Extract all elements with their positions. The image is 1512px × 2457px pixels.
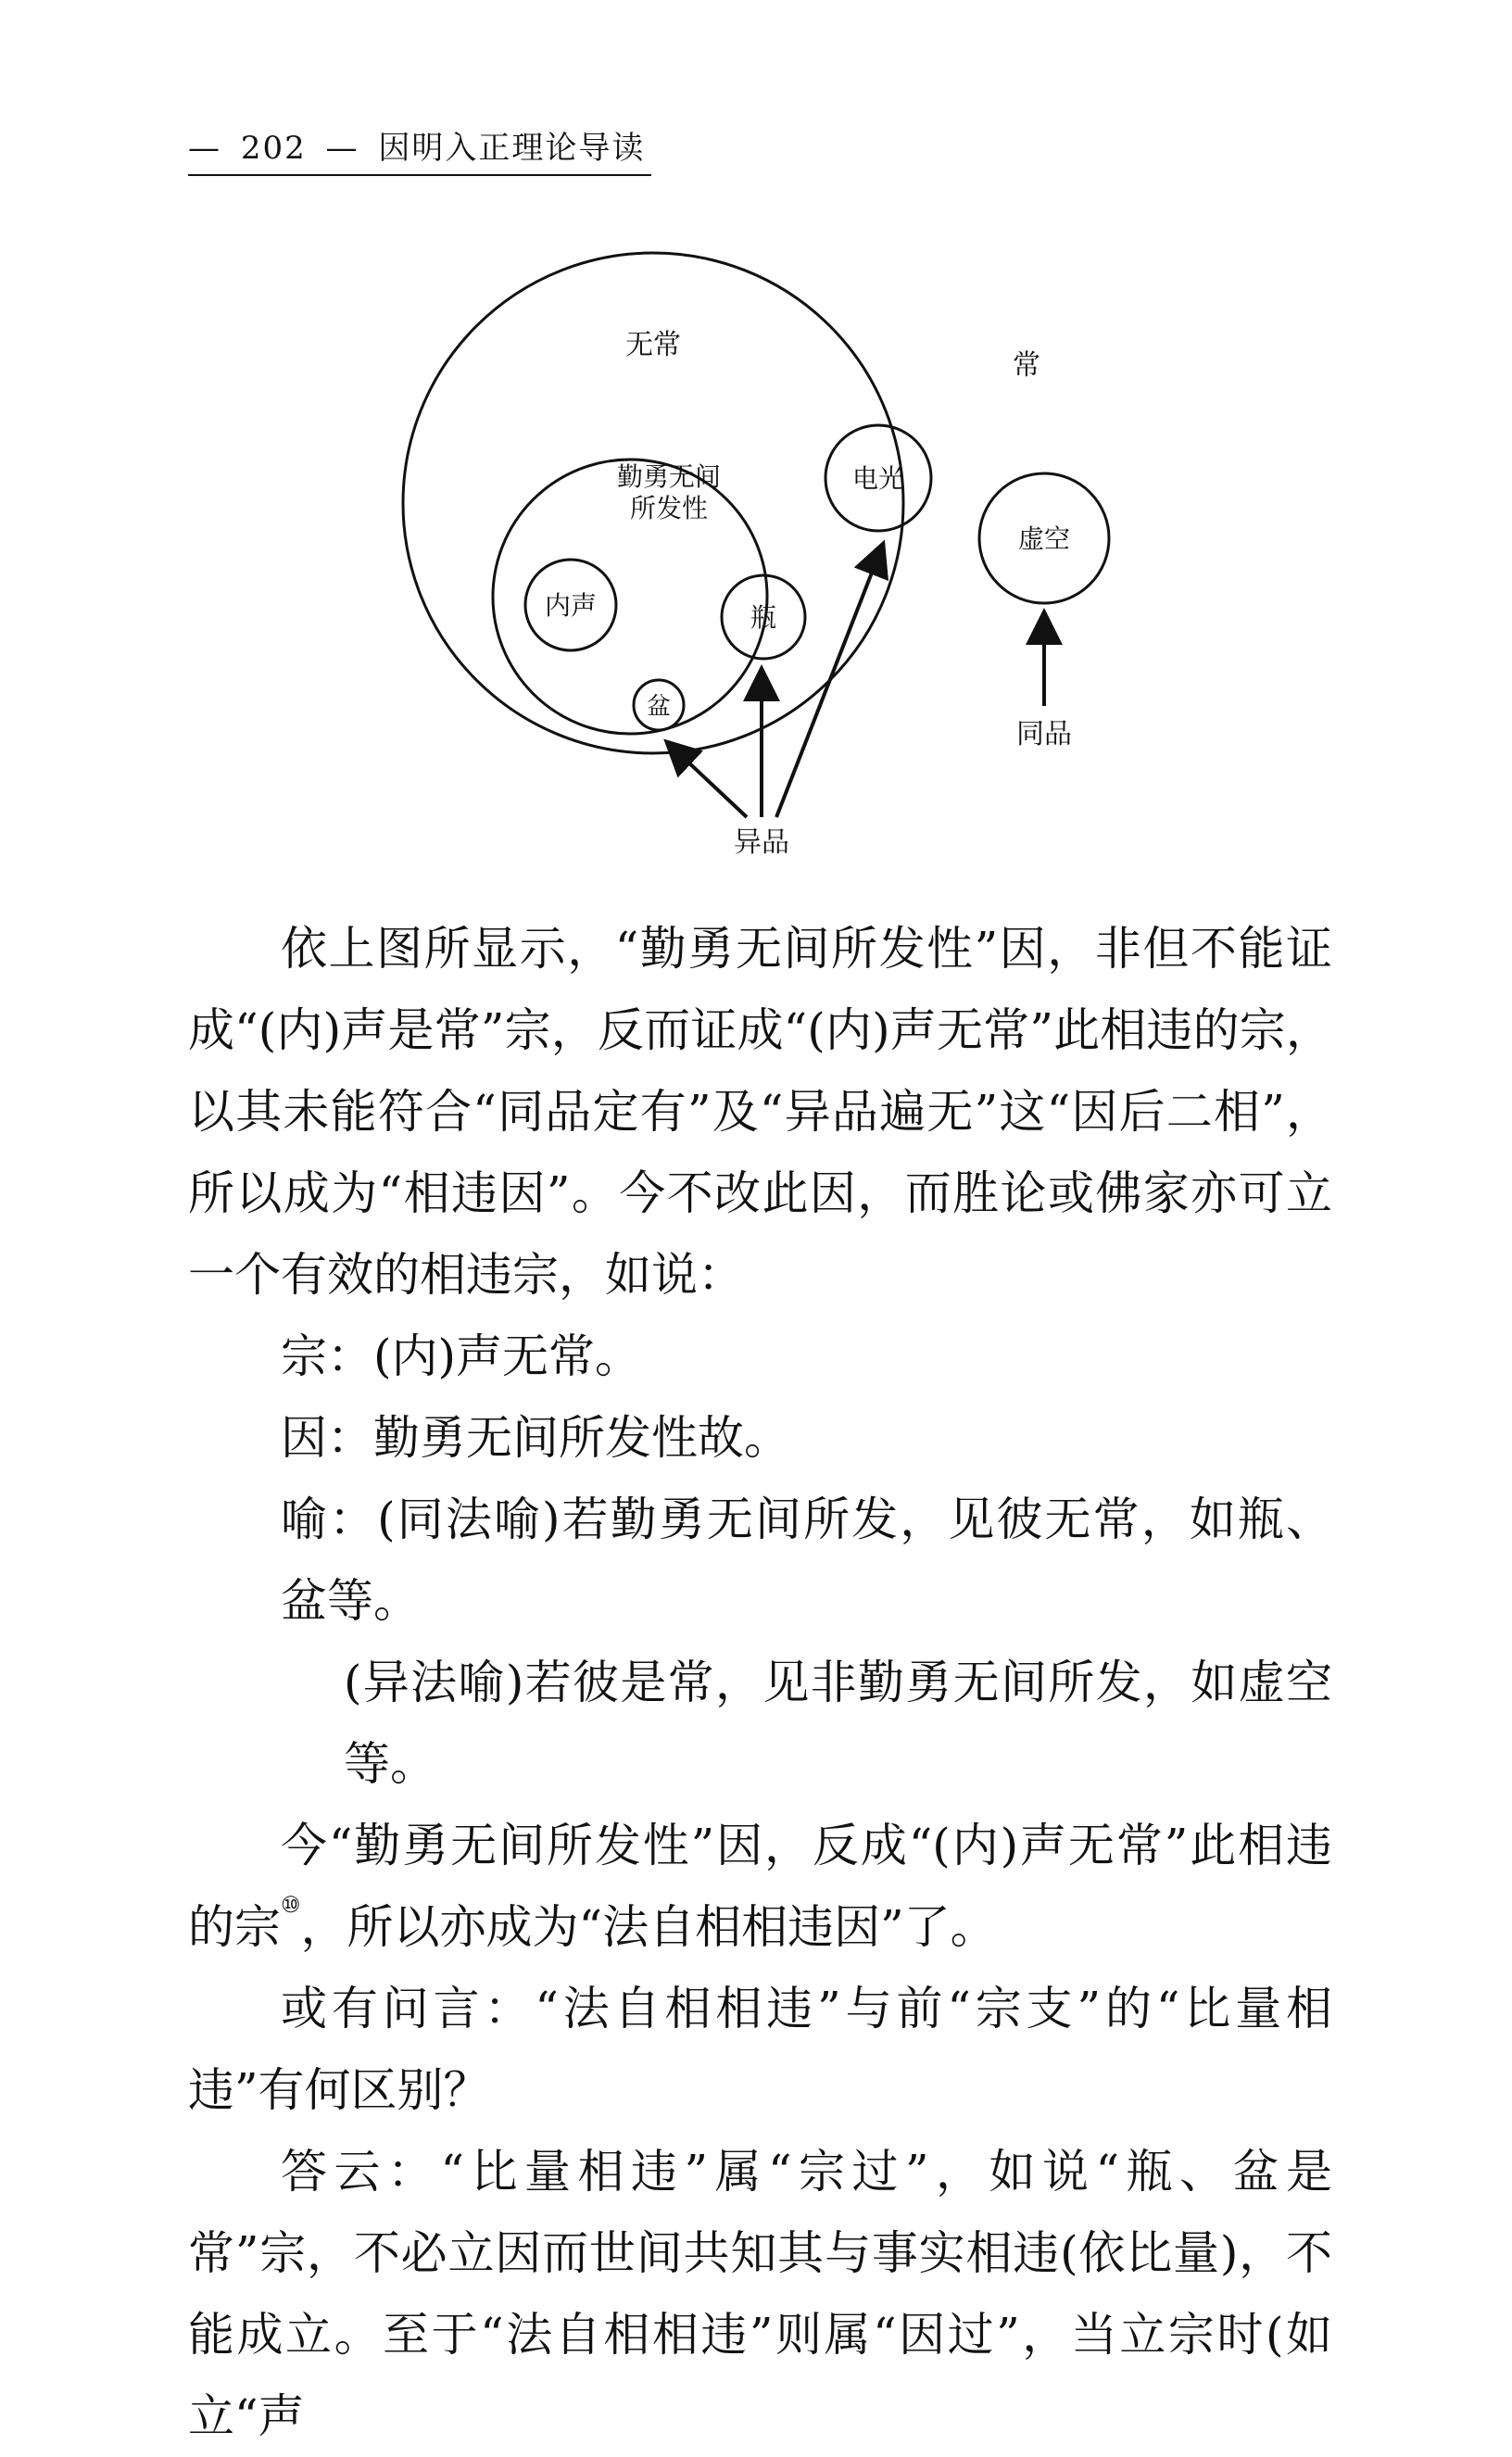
xukong-label: 虚空 (1017, 523, 1071, 554)
paragraph-4: 答云：“比量相违”属“宗过”，如说“瓶、盆是常”宗，不必立因而世间共知其与事实相违(依比量)，不能成立。至于“法自相相违”则属“因过”，当立宗时(如立“声 (188, 2145, 1332, 2443)
ping-label: 瓶 (750, 602, 777, 633)
yipin-label: 异品 (734, 826, 789, 859)
paragraph-2 (188, 1805, 1332, 1968)
arrow-to-pen (669, 744, 747, 817)
pen-label: 盆 (646, 693, 672, 721)
venn-diagram (0, 0, 1512, 889)
paragraph-2-main: 今“勤勇无间所发性”因，反成“(内)声无常”此相违的宗 (188, 1819, 1332, 1954)
constant-label: 常 (1013, 349, 1040, 382)
inner-label-line1: 勤勇无间 (616, 461, 722, 492)
footnote-marker: ⑩ (281, 1892, 301, 1918)
body-text (188, 908, 1332, 2457)
paragraph-3: 或有问言：“法自相相违”与前“宗支”的“比量相违”有何区别？ (188, 1982, 1332, 2117)
syllogism-yu-same: 喻：(同法喻)若勤勇无间所发，见彼无常，如瓶、盆等。 (281, 1493, 1332, 1628)
dianguang-label: 电光 (851, 463, 905, 494)
paragraph-2-rest: ，所以亦成为“法自相相违因”了。 (300, 1900, 997, 1954)
inner-label-line2: 所发性 (629, 493, 709, 523)
syllogism-yin: 因：勤勇无间所发性故。 (281, 1411, 790, 1465)
header-dash-left: — (188, 130, 221, 167)
tongpin-label: 同品 (1016, 718, 1072, 750)
page-number: 202 (240, 130, 307, 167)
book-title: 因明入正理论导读 (378, 130, 646, 167)
header-dash-right: — (325, 130, 359, 167)
syllogism-zong: 宗：(内)声无常。 (281, 1329, 642, 1383)
syllogism-yu-different: (异法喻)若彼是常，见非勤勇无间所发，如虚空等。 (344, 1656, 1332, 1791)
paragraph-1: 依上图所显示，“勤勇无间所发性”因，非但不能证成“(内)声是常”宗，反而证成“(内)声无常”此相违的宗，以其未能符合“同品定有”及“异品遍无”这“因后二相”，所以成为“相违因”。今不改此因，而胜论或佛家亦可立一个有效的相违宗，如说： (188, 922, 1332, 1302)
outer-label: 无常 (625, 329, 681, 361)
neisheng-label: 内声 (544, 590, 598, 621)
